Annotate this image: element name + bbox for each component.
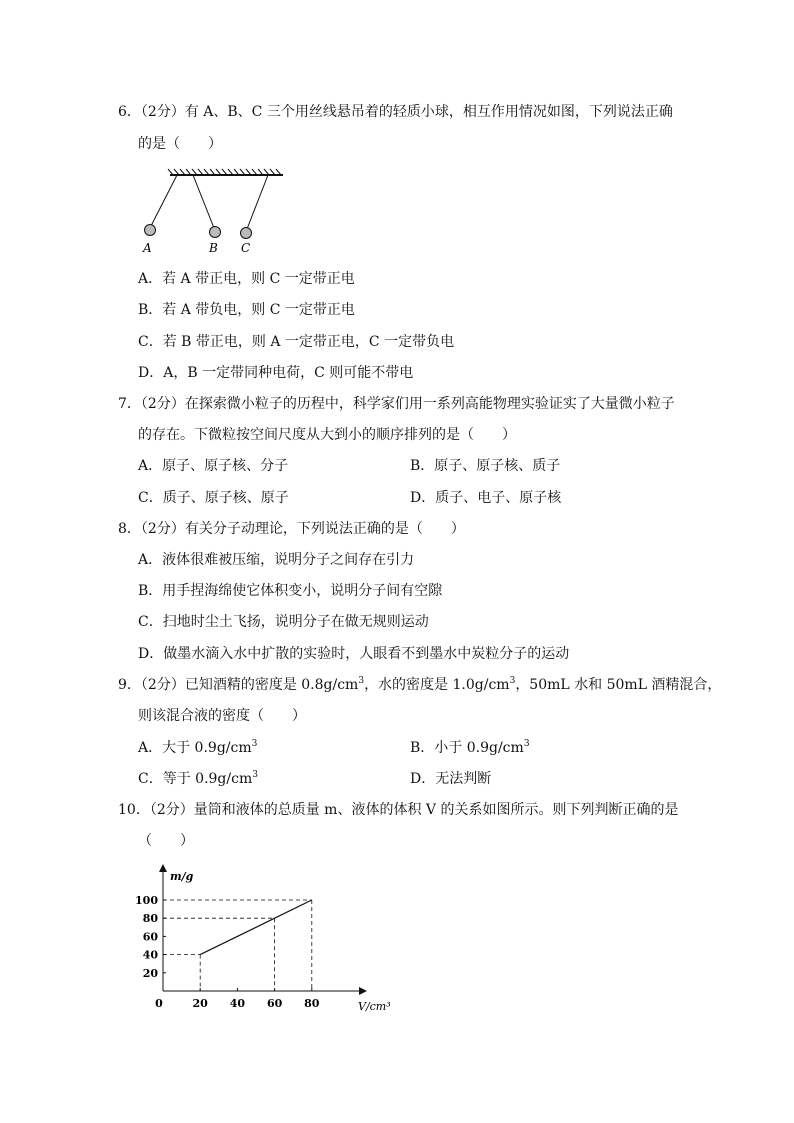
label-c: C	[241, 241, 251, 255]
q6-option-b: B．若 A 带负电，则 C 一定带正电	[138, 302, 355, 318]
q7-option-c: C．质子、原子核、原子	[138, 490, 289, 506]
series-line-0	[200, 900, 312, 955]
x-tick-label-60: 60	[266, 997, 283, 1010]
q9-option-a: A．大于 $0.9g/cm^3$	[138, 739, 258, 756]
q9-stem-line2: 则该混合液的密度（ ）	[138, 708, 306, 724]
x-tick-label-40: 40	[229, 997, 246, 1010]
q9-stem-line1: 9．（2分）已知酒精的密度是 $0.8g/cm^3$，水的密度是 $1.0g/cm^3$，50mL 水和 50mL 酒精混合，	[118, 676, 722, 693]
y-tick-label-80: 80	[142, 912, 158, 926]
label-b: B	[209, 241, 218, 255]
q9-option-b: B．小于 $0.9g/cm^3$	[410, 739, 530, 756]
q8-option-c: C．扫地时尘土飞扬，说明分子在做无规则运动	[138, 614, 429, 630]
x-axis-label: V/cm³	[358, 1000, 391, 1013]
label-a: A	[143, 241, 152, 255]
q7-option-b: B．原子、原子核、质子	[410, 458, 561, 474]
y-tick-label-100: 100	[135, 894, 158, 907]
y-tick-label-60: 60	[142, 930, 158, 944]
q8-option-d: D．做墨水滴入水中扩散的实验时，人眼看不到墨水中炭粒分子的运动	[138, 646, 570, 662]
q8-option-a: A．液体很难被压缩，说明分子之间存在引力	[138, 552, 415, 568]
x-tick-label-80: 80	[304, 997, 320, 1010]
q9-option-d: D．无法判断	[410, 771, 492, 787]
q7-stem-line2: 的存在。下微粒按空间尺度从大到小的顺序排列的是（ ）	[138, 427, 516, 443]
q8-option-b: B．用手捏海绵使它体积变小，说明分子间有空隙	[138, 583, 443, 599]
q6-stem-line2: 的是（ ）	[138, 136, 222, 152]
mass-volume-chart	[130, 860, 400, 1020]
q9-option-c: C．等于 $0.9g/cm^3$	[138, 770, 258, 787]
q7-option-a: A．原子、原子核、分子	[138, 458, 289, 474]
x-tick-label-20: 20	[192, 997, 208, 1010]
y-tick-label-40: 40	[142, 948, 158, 962]
q6-option-d: D．A，B 一定带同种电荷，C 则可能不带电	[138, 365, 414, 381]
ball-c	[241, 228, 252, 239]
x-tick-label-0: 0	[155, 997, 163, 1010]
q6-pendulum-figure	[135, 165, 295, 257]
q6-stem-line1: 6．（2分）有 A、B、C 三个用丝线悬吊着的轻质小球，相互作用情况如图，下列说法正确	[118, 104, 673, 120]
q6-option-c: C．若 B 带正电，则 A 一定带正电，C 一定带负电	[138, 334, 455, 350]
ball-b	[210, 227, 221, 238]
q6-option-a: A．若 A 带正电，则 C 一定带正电	[138, 271, 355, 287]
q7-stem-line1: 7．（2分）在探索微小粒子的历程中，科学家们用一系列高能物理实验证实了大量微小粒子	[118, 396, 675, 412]
q8-stem-line1: 8．（2分）有关分子动理论，下列说法正确的是（ ）	[118, 521, 465, 537]
q10-stem-line2: （ ）	[138, 833, 194, 849]
y-axis-label: m/g	[170, 870, 194, 883]
q7-option-d: D．质子、电子、原子核	[410, 490, 562, 506]
ball-a	[145, 225, 156, 236]
q10-stem-line1: 10．（2分）量筒和液体的总质量 m、液体的体积 V 的关系如图所示。则下列判断正确的是	[118, 802, 679, 818]
y-tick-label-20: 20	[142, 966, 158, 980]
